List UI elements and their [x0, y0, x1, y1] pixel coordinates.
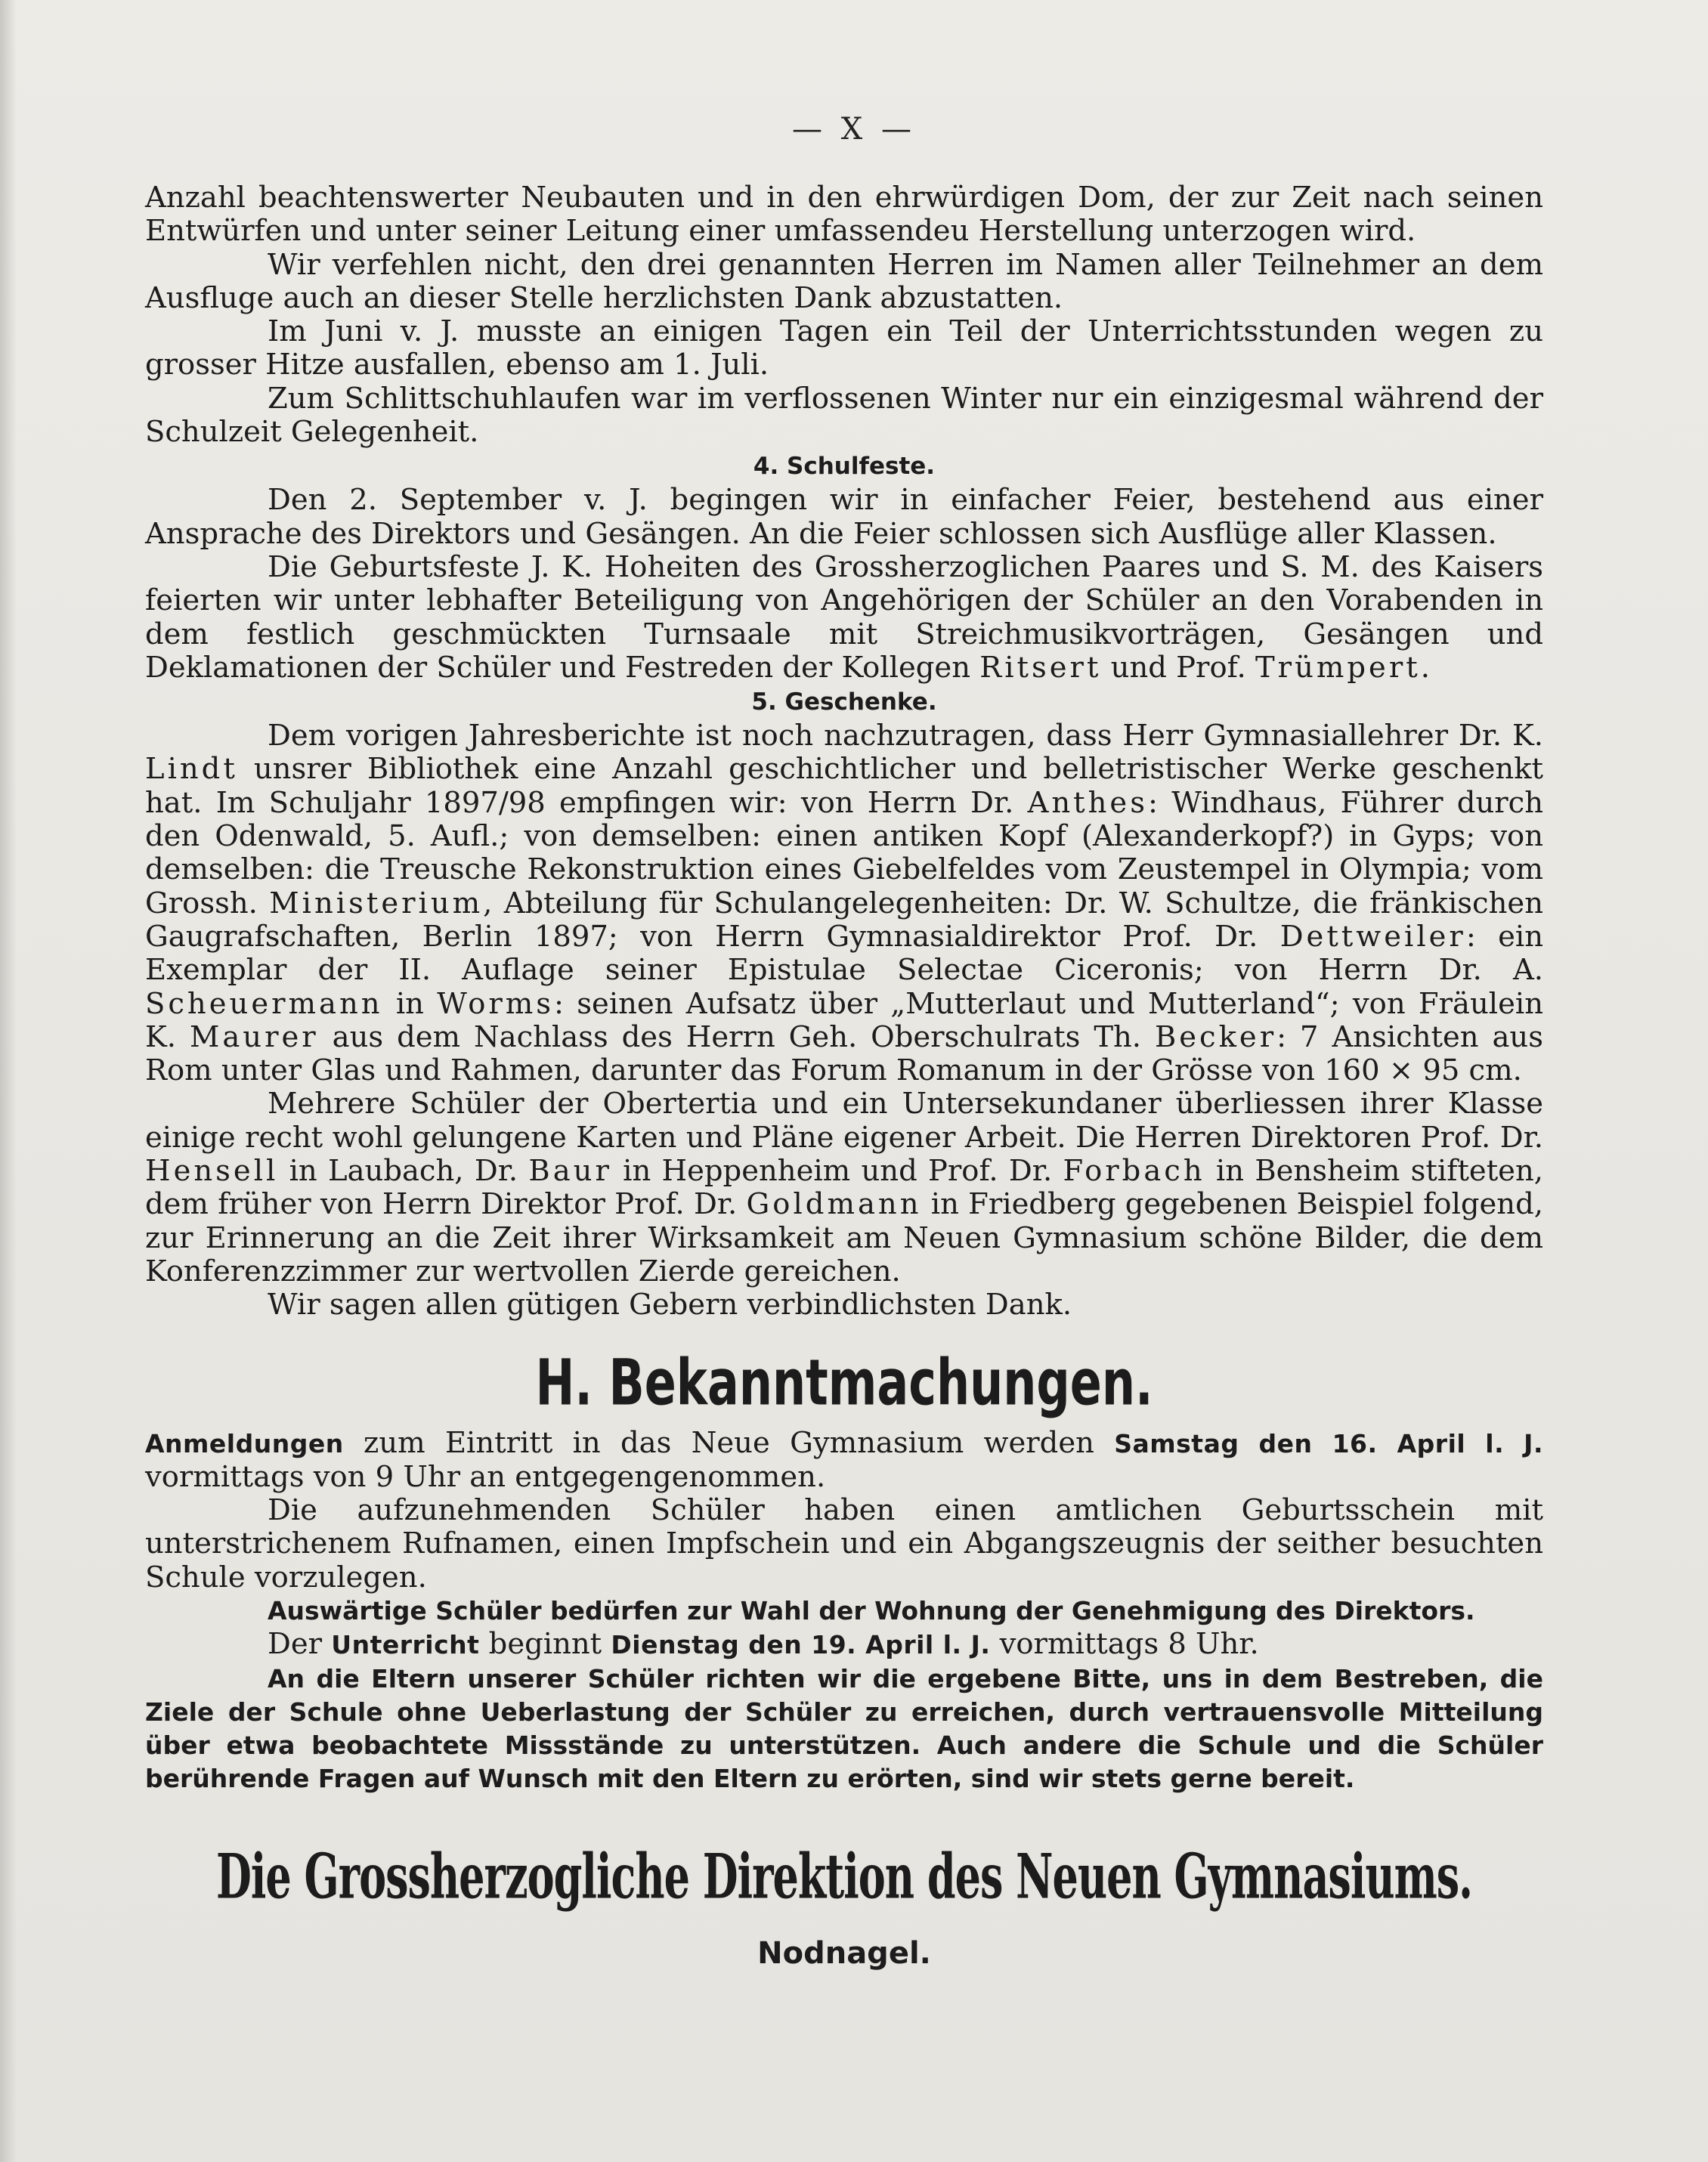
bold-term: Unterricht	[331, 1630, 480, 1660]
bold-date: Dienstag den 19. April l. J.	[611, 1630, 991, 1660]
section-heading-schulfeste: 4. Schulfeste.	[753, 453, 936, 481]
spaced-name: Forbach	[1063, 1154, 1205, 1189]
notice-paragraph: Auswärtige Schüler bedürfen zur Wahl der Wohnung der Genehmigung des Direktors.	[268, 1595, 1475, 1625]
bold-term: Anmeldungen	[145, 1428, 344, 1458]
paragraph: Die aufzunehmenden Schüler haben einen amtlichen Geburtsschein mit unterstrichenem Rufnamen, einen Impfschein und ein Abgangszeugnis der seither besuchten Schule vorzulegen.	[145, 1493, 1543, 1594]
paragraph: Wir verfehlen nicht, den drei genannten Herren im Namen aller Teilnehmer an dem Ausfluge auch an dieser Stelle herzlichsten Dank abzustatten.	[145, 247, 1543, 315]
spaced-name: Scheuermann	[145, 986, 383, 1021]
spaced-name: Dettweiler	[1279, 919, 1466, 954]
spaced-name: Worms	[437, 986, 555, 1021]
paragraph: Der Unterricht beginnt Dienstag den 19. April l. J. vormittags 8 Uhr.	[268, 1627, 1259, 1662]
bold-date: Samstag den 16. April l. J.	[1114, 1428, 1543, 1458]
signature: Nodnagel.	[757, 1935, 931, 1971]
paragraph: Den 2. September v. J. begingen wir in einfacher Feier, bestehend aus einer Ansprache des Direktors und Gesängen. An die Feier schlossen sich Ausflüge aller Klassen.	[145, 483, 1543, 551]
spaced-name: Ritsert	[979, 650, 1102, 685]
spaced-name: Maurer	[189, 1019, 319, 1054]
paragraph: Dem vorigen Jahresberichte ist noch nachzutragen, dass Herr Gymnasiallehrer Dr. K. Lindt unsrer Bibliothek eine Anzahl geschichtlicher und belletristischer Werke geschenkt hat. Im Schuljahr 1897/98 empfingen wir: von Herrn Dr. Anthes: Windhaus, Führer durch den Odenwald, 5. Aufl.; von demselben: einen antiken Kopf (Alexanderkopf?) in Gyps; von demselben: die Treusche Rekonstruktion eines Giebelfeldes vom Zeustempel in Olympia; vom Grossh. Ministerium, Abteilung für Schulangelegenheiten: Dr. W. Schultze, die fränkischen Gaugrafschaften, Berlin 1897; von Herrn Gymnasialdirektor Prof. Dr. Dettweiler: ein Exemplar der II. Auflage seiner Epistulae Selectae Ciceronis; von Herrn Dr. A. Scheuermann in Worms: seinen Aufsatz über „Mutterlaut und Mutterland“; von Fräulein K. Maurer aus dem Nachlass des Herrn Geh. Oberschulrats Th. Becker: 7 Ansichten aus Rom unter Glas und Rahmen, darunter das Forum Romanum in der Grösse von 160 × 95 cm.	[145, 719, 1543, 1088]
spaced-name: Trümpert	[1255, 650, 1421, 685]
paragraph: Die Geburtsfeste J. K. Hoheiten des Grossherzoglichen Paares und S. M. des Kaisers feierten wir unter lebhafter Beteiligung von Angehörigen der Schüler an den Vorabenden in dem festlich geschmückten Turnsaale mit Streichmusikvorträgen, Gesängen und Deklamationen der Schüler und Festreden der Kollegen Ritsert und Prof. Trümpert.	[145, 549, 1543, 685]
paragraph: Anzahl beachtenswerter Neubauten und in den ehrwürdigen Dom, der zur Zeit nach seinen Entwürfen und unter seiner Leitung einer umfassendeu Herstellung unterzogen wird.	[145, 181, 1543, 249]
paragraph: Mehrere Schüler der Obertertia und ein Untersekundaner überliessen ihrer Klasse einige recht wohl gelungene Karten und Pläne eigener Arbeit. Die Herren Direktoren Prof. Dr. Hensell in Laubach, Dr. Baur in Heppenheim und Prof. Dr. Forbach in Bensheim stifteten, dem früher von Herrn Direktor Prof. Dr. Goldmann in Friedberg gegebenen Beispiel folgend, zur Erinnerung an die Zeit ihrer Wirksamkeit am Neuen Gymnasium schöne Bilder, die dem Konferenzzimmer zur wertvollen Zierde gereichen.	[145, 1087, 1543, 1288]
spaced-name: Baur	[528, 1154, 612, 1189]
page-number: — X —	[792, 112, 916, 147]
spaced-name: Hensell	[145, 1154, 279, 1189]
paragraph: Anmeldungen zum Eintritt in das Neue Gymnasium werden Samstag den 16. April l. J. vormittags von 9 Uhr an entgegengenommen.	[145, 1425, 1543, 1494]
page-body	[145, 181, 1543, 1976]
spaced-name: Lindt	[145, 752, 238, 787]
section-heading-geschenke: 5. Geschenke.	[751, 688, 937, 716]
paragraph: Im Juni v. J. musste an einigen Tagen ein Teil der Unterrichtsstunden wegen zu grosser Hitze ausfallen, ebenso am 1. Juli.	[145, 314, 1543, 382]
paragraph: Zum Schlittschuhlaufen war im verflossenen Winter nur ein einzigesmal während der Schulzeit Gelegenheit.	[145, 381, 1543, 450]
spaced-name: Goldmann	[746, 1187, 922, 1222]
closing-title: Die Grossherzogliche Direktion des Neuen Gymnasiums.	[216, 1839, 1472, 1913]
spaced-name: Ministerium	[269, 886, 484, 920]
spaced-name: Anthes	[1027, 785, 1148, 820]
spaced-name: Becker	[1154, 1019, 1277, 1054]
paragraph: Wir sagen allen gütigen Gebern verbindlichsten Dank.	[268, 1288, 1072, 1322]
notice-paragraph: An die Eltern unserer Schüler richten wir die ergebene Bitte, uns in dem Bestreben, die Ziele der Schule ohne Ueberlastung der Schüler zu erreichen, durch vertrauensvolle Mitteilung über etwa beobachtete Missstände zu unterstützen. Auch andere die Schule und die Schüler berührende Fragen auf Wunsch mit den Eltern zu erörten, sind wir stets gerne bereit.	[145, 1663, 1543, 1794]
section-heading-bekanntmachungen: H. Bekanntmachungen.	[535, 1344, 1153, 1420]
